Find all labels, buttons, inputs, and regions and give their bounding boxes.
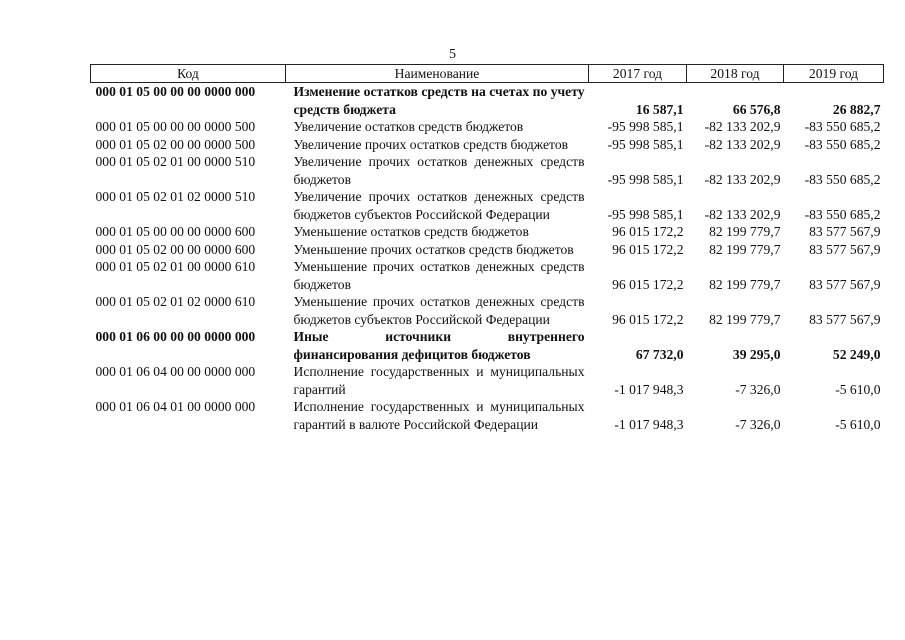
row-value-2019: -83 550 685,2 — [804, 136, 881, 152]
row-value-2019: 83 577 567,9 — [809, 311, 881, 327]
row-value-2017: 96 015 172,2 — [612, 241, 684, 257]
row-code: 000 01 05 02 01 00 0000 510 — [95, 154, 256, 169]
row-value-2017: 96 015 172,2 — [612, 311, 684, 327]
row-value-2019: -83 550 685,2 — [804, 171, 881, 187]
table-row — [91, 223, 884, 241]
row-value-2019: -5 610,0 — [835, 416, 881, 432]
row-value-2019: -83 550 685,2 — [804, 119, 881, 134]
row-name: Увеличение остатков средств бюджетов — [293, 119, 524, 134]
row-value-2017: -1 017 948,3 — [614, 416, 684, 432]
row-value-2018: -82 133 202,9 — [704, 119, 781, 134]
table-row — [91, 258, 884, 293]
header-2018: 2018 год — [687, 65, 784, 83]
row-value-2019: -5 610,0 — [835, 381, 881, 397]
row-value-2018: 82 199 779,7 — [709, 224, 781, 239]
row-name: Уменьшение прочих остатков денежных средств бюджетов субъектов Российской Федерации — [293, 294, 585, 327]
row-value-2018: 82 199 779,7 — [709, 276, 781, 292]
row-value-2018: -82 133 202,9 — [704, 136, 781, 152]
header-row — [91, 65, 884, 83]
row-name: Уменьшение прочих остатков денежных средств бюджетов — [293, 259, 585, 292]
row-value-2019: 52 249,0 — [832, 346, 881, 362]
row-value-2018: -7 326,0 — [735, 416, 781, 432]
row-value-2018: -82 133 202,9 — [704, 206, 781, 222]
row-value-2018: 82 199 779,7 — [709, 241, 781, 257]
table-row — [91, 363, 884, 398]
row-name: Увеличение прочих остатков денежных средств бюджетов субъектов Российской Федерации — [293, 189, 585, 222]
row-code: 000 01 05 02 01 02 0000 510 — [95, 189, 256, 204]
row-code: 000 01 06 00 00 00 0000 000 — [95, 329, 256, 344]
row-value-2017: -1 017 948,3 — [614, 381, 684, 397]
row-value-2019: 26 882,7 — [832, 101, 881, 117]
row-value-2018: -82 133 202,9 — [704, 171, 781, 187]
header-2017: 2017 год — [589, 65, 687, 83]
row-code: 000 01 05 02 01 02 0000 610 — [95, 294, 256, 309]
row-name: Уменьшение прочих остатков средств бюджетов — [293, 241, 574, 257]
table-row — [91, 153, 884, 188]
row-name: Изменение остатков средств на счетах по учету средств бюджета — [293, 84, 585, 117]
row-code: 000 01 05 02 00 00 0000 600 — [95, 241, 256, 257]
row-code: 000 01 05 02 01 00 0000 610 — [95, 259, 256, 274]
row-value-2019: 83 577 567,9 — [809, 276, 881, 292]
row-code: 000 01 06 04 01 00 0000 000 — [95, 399, 256, 414]
table-header — [91, 65, 884, 83]
sources-financing-table — [90, 64, 884, 433]
row-name: Исполнение государственных и муниципальных гарантий — [293, 364, 585, 397]
row-value-2017: 16 587,1 — [635, 101, 684, 117]
table-row — [91, 241, 884, 259]
header-code: Код — [91, 65, 286, 83]
table-row — [91, 118, 884, 136]
row-value-2018: -7 326,0 — [735, 381, 781, 397]
row-value-2018: 39 295,0 — [732, 346, 781, 362]
table-row — [91, 328, 884, 363]
row-name: Исполнение государственных и муниципальных гарантий в валюте Российской Федерации — [293, 399, 585, 432]
row-value-2017: 96 015 172,2 — [612, 224, 684, 239]
row-code: 000 01 05 00 00 00 0000 500 — [95, 119, 256, 134]
row-value-2018: 82 199 779,7 — [709, 311, 781, 327]
row-value-2019: 83 577 567,9 — [809, 241, 881, 257]
row-name: Увеличение прочих остатков средств бюджетов — [293, 136, 569, 152]
row-value-2018: 66 576,8 — [732, 101, 781, 117]
table-body — [91, 83, 884, 434]
row-name: Увеличение прочих остатков денежных средств бюджетов — [293, 154, 585, 187]
table-row — [91, 293, 884, 328]
table-row — [91, 398, 884, 433]
row-value-2017: 67 732,0 — [635, 346, 684, 362]
table-row — [91, 83, 884, 119]
row-name: Иные источники внутреннего финансирования дефицитов бюджетов — [293, 329, 585, 362]
table-row — [91, 136, 884, 154]
header-name: Наименование — [286, 65, 589, 83]
row-code: 000 01 05 00 00 00 0000 000 — [95, 84, 256, 99]
row-value-2017: -95 998 585,1 — [607, 136, 684, 152]
table-row — [91, 188, 884, 223]
row-value-2017: -95 998 585,1 — [607, 206, 684, 222]
row-value-2017: -95 998 585,1 — [607, 171, 684, 187]
row-value-2019: 83 577 567,9 — [809, 224, 881, 239]
header-2019: 2019 год — [784, 65, 884, 83]
row-code: 000 01 06 04 00 00 0000 000 — [95, 364, 256, 379]
row-code: 000 01 05 02 00 00 0000 500 — [95, 136, 256, 152]
row-value-2019: -83 550 685,2 — [804, 206, 881, 222]
row-name: Уменьшение остатков средств бюджетов — [293, 224, 529, 239]
row-value-2017: 96 015 172,2 — [612, 276, 684, 292]
row-code: 000 01 05 00 00 00 0000 600 — [95, 224, 256, 239]
page-number: 5 — [449, 47, 456, 62]
row-value-2017: -95 998 585,1 — [607, 119, 684, 134]
